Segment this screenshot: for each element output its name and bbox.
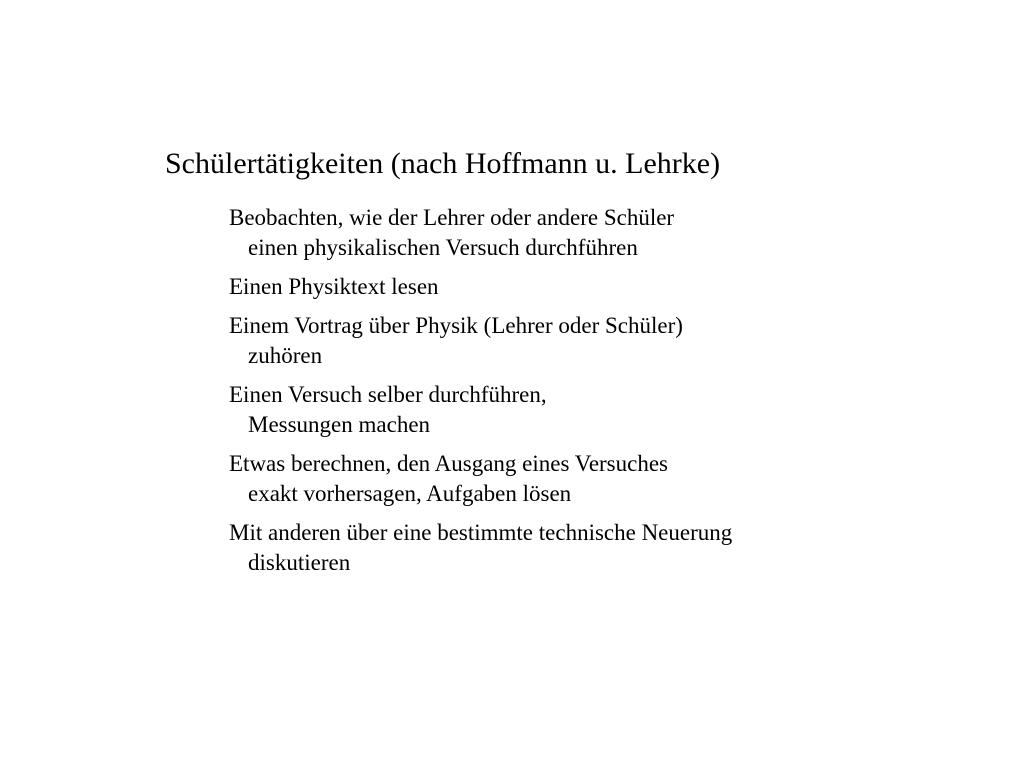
- list-item-line: Einem Vortrag über Physik (Lehrer oder Schüler): [229, 313, 683, 338]
- list-item: [229, 380, 929, 440]
- list-item-line: Einen Physiktext lesen: [229, 274, 439, 299]
- list-item-line: exakt vorhersagen, Aufgaben lösen: [248, 481, 572, 506]
- list-item: [229, 518, 929, 578]
- activity-list: [229, 203, 929, 587]
- list-item: [229, 203, 929, 263]
- list-item-line: zuhören: [248, 343, 323, 368]
- slide-title: Schülertätigkeiten (nach Hoffmann u. Lehrke): [165, 147, 721, 180]
- list-item-line: diskutieren: [248, 550, 351, 575]
- list-item-line: einen physikalischen Versuch durchführen: [248, 235, 638, 260]
- list-item: [229, 449, 929, 509]
- list-item-line: Mit anderen über eine bestimmte technische Neuerung: [229, 520, 733, 545]
- list-item-line: Etwas berechnen, den Ausgang eines Versuches: [229, 451, 668, 476]
- list-item: [229, 311, 929, 371]
- list-item-line: Beobachten, wie der Lehrer oder andere Schüler: [229, 205, 675, 230]
- list-item-line: Messungen machen: [248, 412, 431, 437]
- list-item: [229, 272, 929, 302]
- list-item-line: Einen Versuch selber durchführen,: [229, 382, 547, 407]
